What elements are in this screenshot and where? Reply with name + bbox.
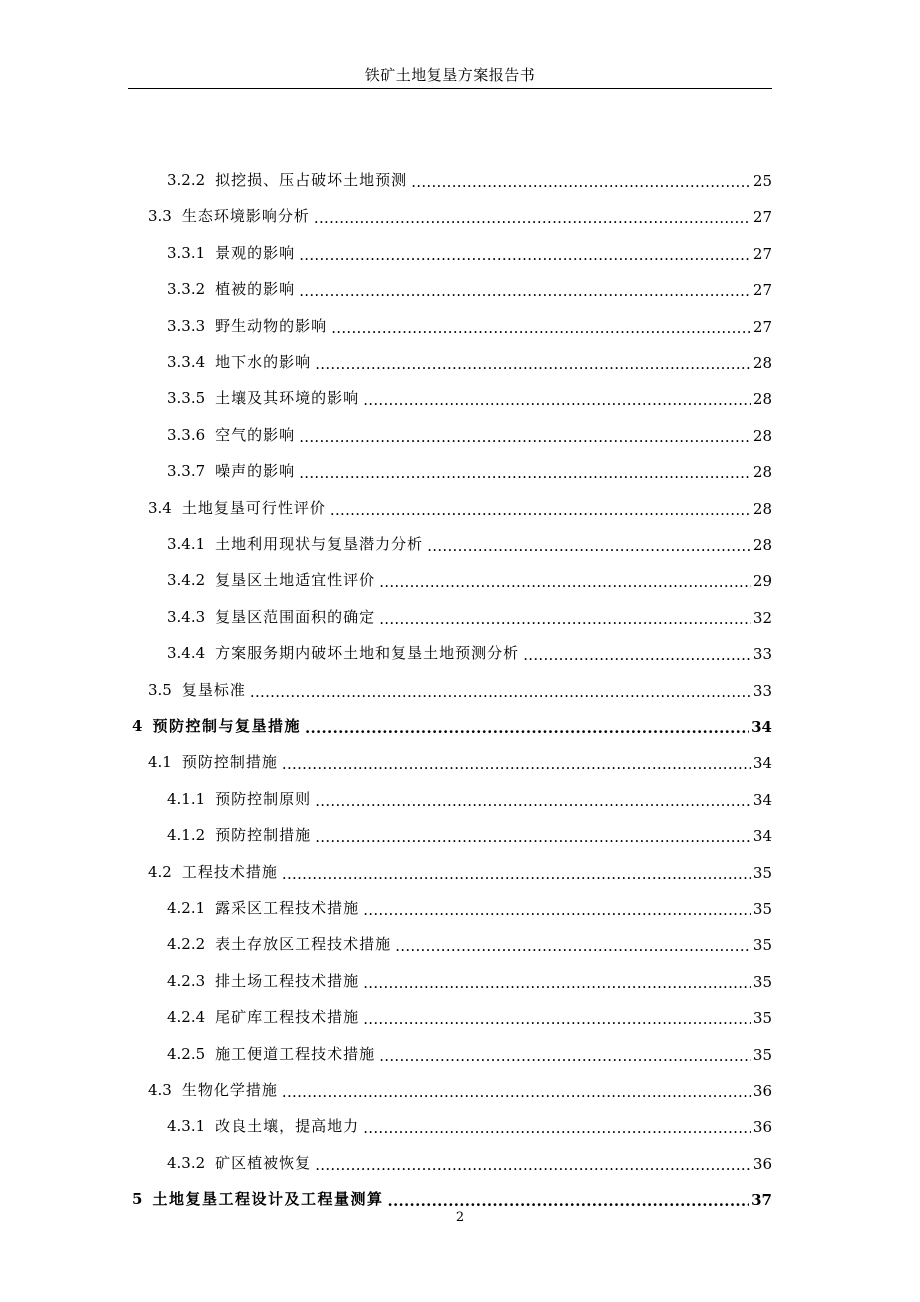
- toc-entry-number: 4.2.4: [167, 1008, 206, 1027]
- toc-dot-leader: [523, 647, 751, 663]
- toc-entry-label: [167, 315, 329, 336]
- toc-entry-label: [167, 460, 297, 481]
- toc-entry-number: 4.2.3: [167, 971, 206, 990]
- toc-entry-title: 生态环境影响分析: [181, 207, 310, 226]
- toc-entry-number: 3.3.6: [167, 425, 206, 444]
- toc-entry[interactable]: [0, 524, 772, 554]
- toc-entry[interactable]: [0, 1179, 772, 1209]
- toc-entry-number: 3.3.5: [167, 389, 206, 408]
- toc-dot-leader: [315, 1157, 751, 1173]
- toc-entry-page: 28: [752, 354, 772, 372]
- toc-entry-number: 4.3.1: [167, 1117, 206, 1136]
- toc-entry-title: 土壤及其环境的影响: [215, 389, 360, 408]
- toc-entry-page: 32: [752, 608, 772, 627]
- toc-entry-title: 土地复垦工程设计及工程量测算: [152, 1190, 384, 1209]
- toc-entry-page: 36: [752, 1154, 772, 1173]
- toc-entry-number: 4.2: [148, 862, 172, 881]
- toc-entry-label: [167, 970, 361, 991]
- toc-dot-leader: [299, 465, 751, 481]
- toc-dot-leader: [379, 611, 751, 627]
- toc-entry-label: [167, 278, 297, 299]
- toc-entry-number: 4.3: [148, 1081, 172, 1099]
- toc-entry-label: [148, 205, 312, 226]
- toc-dot-leader: [331, 320, 751, 336]
- toc-entry-number: 4.2.2: [167, 935, 206, 954]
- toc-entry-number: 4.1.2: [167, 826, 206, 845]
- toc-entry-title: 空气的影响: [215, 425, 296, 444]
- toc-entry-number: 3.2.2: [167, 171, 206, 189]
- toc-dot-leader: [363, 1011, 751, 1027]
- toc-entry-number: 4: [132, 717, 143, 735]
- toc-dot-leader: [314, 210, 751, 226]
- toc-entry-number: 4.1.1: [167, 789, 206, 808]
- toc-entry[interactable]: [0, 815, 772, 845]
- toc-entry-title: 预防控制原则: [215, 789, 312, 808]
- toc-entry-title: 土地利用现状与复垦潜力分析: [215, 535, 424, 553]
- toc-entry-number: 3.4: [148, 498, 172, 517]
- toc-entry[interactable]: [0, 160, 772, 190]
- toc-entry[interactable]: [0, 852, 772, 882]
- toc-entry-title: 景观的影响: [215, 243, 296, 262]
- toc-entry-label: [167, 1043, 377, 1064]
- toc-entry-label: [167, 242, 297, 263]
- toc-entry[interactable]: [0, 924, 772, 954]
- toc-entry-label: [167, 642, 521, 663]
- toc-entry[interactable]: [0, 742, 772, 772]
- toc-entry-number: 5: [132, 1190, 143, 1209]
- toc-entry[interactable]: [0, 269, 772, 299]
- toc-dot-leader: [315, 829, 751, 845]
- toc-entry-page: 34: [751, 718, 772, 736]
- toc-entry-page: 25: [752, 172, 772, 190]
- toc-entry-number: 4.2.5: [167, 1044, 206, 1063]
- toc-dot-leader: [282, 866, 751, 882]
- toc-dot-leader: [363, 975, 751, 991]
- toc-entry-title: 噪声的影响: [215, 462, 296, 481]
- toc-entry-number: 3.4.1: [167, 535, 206, 553]
- toc-dot-leader: [299, 283, 751, 299]
- toc-entry-number: 3.3.1: [167, 243, 206, 262]
- toc-entry-page: 35: [752, 972, 772, 991]
- toc-entry-title: 复垦标准: [181, 680, 246, 699]
- toc-entry-page: 33: [752, 681, 772, 700]
- toc-entry-title: 工程技术措施: [181, 862, 278, 881]
- running-header-title: 铁矿土地复垦方案报告书: [364, 66, 536, 84]
- toc-entry-number: 3.4.3: [167, 607, 206, 626]
- toc-entry[interactable]: [0, 779, 772, 809]
- toc-entry[interactable]: [0, 597, 772, 627]
- toc-entry-page: 28: [752, 536, 772, 554]
- toc-entry-page: 29: [752, 572, 772, 591]
- toc-entry-page: 36: [752, 1118, 772, 1137]
- toc-entry-label: [167, 1115, 361, 1136]
- toc-entry[interactable]: [0, 415, 772, 445]
- toc-dot-leader: [395, 938, 751, 954]
- toc-entry[interactable]: [0, 888, 772, 918]
- toc-entry[interactable]: [0, 488, 772, 518]
- toc-entry-page: 34: [752, 754, 772, 773]
- toc-dot-leader: [379, 574, 751, 590]
- toc-entry-number: 3.3: [148, 207, 172, 226]
- toc-entry-label: [132, 715, 303, 736]
- toc-entry-number: 4.2.1: [167, 899, 206, 917]
- toc-dot-leader: [250, 684, 751, 700]
- toc-dot-leader: [379, 1048, 751, 1064]
- toc-entry-number: 3.4.2: [167, 571, 206, 590]
- toc-entry-page: 35: [752, 900, 772, 918]
- toc-entry[interactable]: [0, 961, 772, 991]
- toc-dot-leader: [282, 1084, 751, 1100]
- toc-entry-page: 35: [752, 863, 772, 882]
- toc-entry-title: 复垦区范围面积的确定: [215, 607, 376, 626]
- toc-entry[interactable]: [0, 306, 772, 336]
- toc-entry-label: [167, 533, 425, 554]
- toc-entry-title: 拟挖损、压占破坏土地预测: [215, 171, 408, 189]
- toc-entry-page: 28: [752, 390, 772, 409]
- toc-dot-leader: [387, 1193, 749, 1209]
- toc-entry-number: 3.3.3: [167, 316, 206, 335]
- toc-entry[interactable]: [0, 670, 772, 700]
- toc-entry-page: 28: [752, 463, 772, 482]
- toc-entry-label: [167, 788, 313, 809]
- toc-entry-title: 野生动物的影响: [215, 316, 328, 335]
- toc-entry-page: 27: [752, 244, 772, 263]
- toc-dot-leader: [363, 1120, 751, 1136]
- toc-entry-label: [167, 351, 313, 372]
- toc-entry-label: [148, 861, 280, 882]
- toc-entry-title: 方案服务期内破坏土地和复垦土地预测分析: [215, 644, 520, 663]
- toc-entry-label: [167, 897, 361, 918]
- toc-dot-leader: [282, 756, 751, 772]
- toc-entry-title: 地下水的影响: [215, 353, 312, 371]
- toc-dot-leader: [411, 174, 751, 190]
- toc-entry-page: 34: [752, 790, 772, 809]
- toc-entry-label: [132, 1188, 385, 1209]
- toc-entry[interactable]: [0, 1143, 772, 1173]
- toc-dot-leader: [299, 247, 751, 263]
- toc-entry-number: 3.5: [148, 680, 172, 699]
- toc-dot-leader: [315, 793, 751, 809]
- toc-entry[interactable]: [0, 560, 772, 590]
- toc-entry[interactable]: [0, 451, 772, 481]
- toc-dot-leader: [363, 392, 751, 408]
- toc-entry-number: 3.3.2: [167, 280, 206, 299]
- toc-entry-label: [167, 569, 377, 590]
- toc-entry-title: 露采区工程技术措施: [215, 899, 360, 917]
- toc-entry[interactable]: [0, 706, 772, 736]
- toc-entry-page: 33: [752, 645, 772, 664]
- toc-entry-number: 4.1: [148, 753, 172, 772]
- toc-dot-leader: [305, 720, 749, 736]
- toc-entry[interactable]: [0, 997, 772, 1027]
- toc-entry[interactable]: [0, 633, 772, 663]
- toc-entry[interactable]: [0, 196, 772, 226]
- toc-entry-title: 改良土壤，提高地力: [215, 1117, 360, 1136]
- toc-entry-page: 35: [752, 1045, 772, 1064]
- toc-dot-leader: [315, 356, 751, 372]
- toc-entry-number: 3.3.7: [167, 462, 206, 481]
- toc-entry-number: 3.4.4: [167, 644, 206, 663]
- toc-entry-number: 3.3.4: [167, 353, 206, 371]
- toc-entry-title: 预防控制措施: [181, 753, 278, 772]
- toc-entry-page: 28: [752, 499, 772, 518]
- toc-entry-label: [167, 606, 377, 627]
- toc-entry-page: 28: [752, 426, 772, 445]
- toc-entry-label: [167, 424, 297, 445]
- toc-dot-leader: [330, 502, 751, 518]
- toc-entry-label: [167, 824, 313, 845]
- toc-entry-page: 35: [752, 936, 772, 955]
- toc-entry-title: 复垦区土地适宜性评价: [215, 571, 376, 590]
- toc-entry[interactable]: [0, 1106, 772, 1136]
- toc-entry-title: 预防控制措施: [215, 826, 312, 845]
- toc-dot-leader: [299, 429, 751, 445]
- toc-entry-label: [148, 679, 248, 700]
- toc-entry-title: 表土存放区工程技术措施: [215, 935, 392, 954]
- toc-entry[interactable]: [0, 233, 772, 263]
- toc-entry-page: 36: [752, 1082, 772, 1100]
- toc-entry-title: 生物化学措施: [181, 1081, 278, 1099]
- toc-entry-page: 27: [752, 281, 772, 300]
- toc-entry-title: 植被的影响: [215, 280, 296, 299]
- toc-entry-page: 35: [752, 1009, 772, 1028]
- toc-entry-title: 排土场工程技术措施: [215, 971, 360, 990]
- toc-entry-label: [167, 933, 393, 954]
- toc-entry-label: [167, 387, 361, 408]
- toc-entry[interactable]: [0, 378, 772, 408]
- toc-entry-title: 矿区植被恢复: [215, 1153, 312, 1172]
- header-rule: [128, 88, 772, 89]
- toc-entry[interactable]: [0, 1034, 772, 1064]
- toc-entry[interactable]: [0, 1070, 772, 1100]
- toc-entry-label: [148, 751, 280, 772]
- toc-entry-label: [167, 169, 409, 190]
- toc-entry-number: 4.3.2: [167, 1153, 206, 1172]
- toc-entry-page: 37: [751, 1191, 772, 1210]
- toc-entry-title: 施工便道工程技术措施: [215, 1044, 376, 1063]
- toc-entry-title: 土地复垦可行性评价: [181, 498, 326, 517]
- toc-entry-page: 27: [752, 208, 772, 227]
- toc-entry-label: [167, 1006, 361, 1027]
- toc-entry-title: 预防控制与复垦措施: [152, 717, 301, 735]
- page-number: 2: [455, 1210, 465, 1225]
- toc-entry-label: [167, 1152, 313, 1173]
- toc-entry-label: [148, 1079, 280, 1100]
- toc-entry-label: [148, 497, 328, 518]
- toc-dot-leader: [363, 902, 751, 918]
- toc-entry-page: 27: [752, 317, 772, 336]
- toc-entry[interactable]: [0, 342, 772, 372]
- toc-entry-page: 34: [752, 827, 772, 846]
- toc-dot-leader: [427, 538, 751, 554]
- toc-entry-title: 尾矿库工程技术措施: [215, 1008, 360, 1027]
